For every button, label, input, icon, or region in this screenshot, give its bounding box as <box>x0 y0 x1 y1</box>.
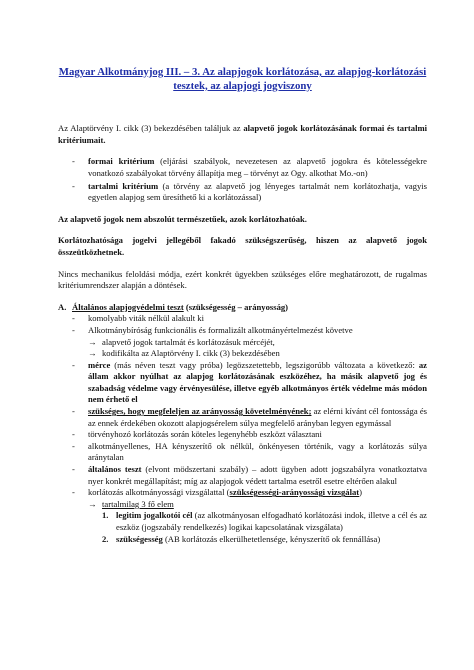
list-item-text: alkotmányellenes, HA kényszerítő ok nélkül, önkényesen történik, vagy a korlátozás súlya aránytalan <box>88 440 427 463</box>
list-item-term: szükséges, hogy megfeleljen az arányosság követelményének; <box>88 406 312 417</box>
numbered-item <box>58 510 427 533</box>
criteria-item-substantive <box>58 181 427 204</box>
list-item-text: az elérni kívánt cél fontossága és az ennek érdekében okozott alapjogsérelem súlya megfelelő arányban legyen egymással <box>88 406 427 428</box>
sub-list-item <box>58 348 427 360</box>
criteria-text: (eljárási szabályok, nevezetesen az alapvető jogokra és kötelességekre vonatkozó szabályokat törvény állapítja meg – törvényt az Ogy. alkothat Mo.-on) <box>88 156 427 178</box>
list-item-term: legitim jogalkotói cél <box>116 510 193 521</box>
list-item-text: (más néven teszt vagy próba) legözszetettebb, legszigorúbb változata a következő: <box>110 359 419 370</box>
mechanic-paragraph: Nincs mechanikus feloldási módja, ezért konkrét ügyekben szükséges előre meghatározott, de rugalmas kritériumrendszer alapján a döntések. <box>58 268 427 291</box>
section-suffix: (szükségesség – arányosság) <box>183 301 289 312</box>
criteria-term: formai kritérium <box>88 156 155 167</box>
criteria-item-formal <box>58 156 427 179</box>
list-item-text: (elvont mödszertani szabály) – adott ügyben adott jogszabályra vonatkoztatva nyer konkrét megállapítást; míg az alapjogok védett tartalma esetről esetre eltérően alakul <box>88 464 427 486</box>
list-item-term: szükségesség <box>116 533 163 544</box>
item-number: 2. <box>102 533 109 544</box>
list-item-text: (AB korlátozás elkerülhetetlensége, kényszerítő ok fennállása) <box>162 533 381 544</box>
list-dash: - <box>72 324 75 335</box>
item-number: 1. <box>102 510 109 521</box>
list-dash: - <box>72 440 75 451</box>
numbered-item <box>58 534 427 546</box>
intro-text: Az Alaptörvény I. cikk (3) bekezdésében találjuk az <box>58 123 244 134</box>
list-item-term: általános teszt <box>88 464 142 475</box>
list-item-text: kodifikálta az Alaptörvény I. cikk (3) bekezdésében <box>102 348 280 359</box>
list-item <box>58 360 427 406</box>
list-dash: - <box>72 359 75 370</box>
list-dash: - <box>72 180 75 191</box>
list-dash: - <box>72 487 75 498</box>
section-label: Általános alapjogvédelmi teszt <box>72 301 184 312</box>
list-item <box>58 313 427 325</box>
arrow-icon: → <box>88 336 97 347</box>
list-item <box>58 487 427 499</box>
intro-paragraph <box>58 123 427 146</box>
list-item-text: Alkotmánybíróság funkcionális és formalizált alkotmányértelmezést követve <box>88 324 353 335</box>
list-dash: - <box>72 156 75 167</box>
list-item-term: szükségességi-arányossági vizsgálat <box>229 487 360 498</box>
list-item <box>58 464 427 487</box>
list-dash: - <box>72 406 75 417</box>
intro-bold-text: alapvető jogok korlátozásának formai és tartalmi kritériumait. <box>58 123 427 145</box>
document-title: Magyar Alkotmányjog III. – 3. Az alapjogok korlátozása, az alapjog-korlátozási tesztek, az alapjogi jogviszony <box>58 66 427 92</box>
list-item-text: korlátozás alkotmányossági vizsgálattal ( <box>88 487 230 498</box>
list-dash: - <box>72 464 75 475</box>
list-item <box>58 429 427 441</box>
section-letter: A. <box>58 301 67 312</box>
list-item <box>58 325 427 337</box>
criteria-text: (a törvény az alapvető jog lényeges tartalmát nem korlátozhatja, vagyis egyetlen alapjog sem üresíthető ki a korlátozással) <box>88 180 427 203</box>
list-item-text: alapvető jogok tartalmát és korlátozásuk mércéjét, <box>102 336 275 347</box>
list-item-term: mérce <box>88 359 111 370</box>
list-item <box>58 406 427 429</box>
criteria-term: tartalmi kritérium <box>88 180 159 191</box>
arrow-icon: → <box>88 498 97 509</box>
list-item-text: tartalmilag 3 fő elem <box>102 498 174 509</box>
section-a-heading <box>58 302 427 314</box>
sub-list-item <box>58 337 427 349</box>
list-item-text: (az alkotmányosan elfogadható korlátozási indok, illetve a cél és az eszköz (jogszabály rendelkezés) logikai kapcsolatának vizsgálata) <box>116 510 427 532</box>
list-item <box>58 441 427 464</box>
list-item-bold-text: az állam akkor nyúlhat az alapjog korlátozásának eszközéhez, ha másik alapvető jog és szabadság védelme vagy érvényesülése, illetve egyéb alkotmányos érték védelme más módon nem érhető el <box>88 359 427 405</box>
criteria-list <box>58 156 427 203</box>
sub-list-item <box>58 499 427 511</box>
arrow-icon: → <box>88 348 97 359</box>
necessity-paragraph: Korlátozhatósága jogelvi jellegéből fakadó szükségszerűség, hiszen az alapvető jogok összeütközhetnek. <box>58 235 427 257</box>
list-dash: - <box>72 313 75 324</box>
limits-paragraph: Az alapvető jogok nem abszolút természetűek, azok korlátozhatóak. <box>58 213 307 224</box>
list-item-text: törvényhozó korlátozás során köteles legenyhébb eszközt választani <box>88 429 322 440</box>
list-item-text: komolyabb viták nélkül alakult ki <box>88 313 204 324</box>
list-dash: - <box>72 429 75 440</box>
list-item-text: ) <box>359 487 363 498</box>
